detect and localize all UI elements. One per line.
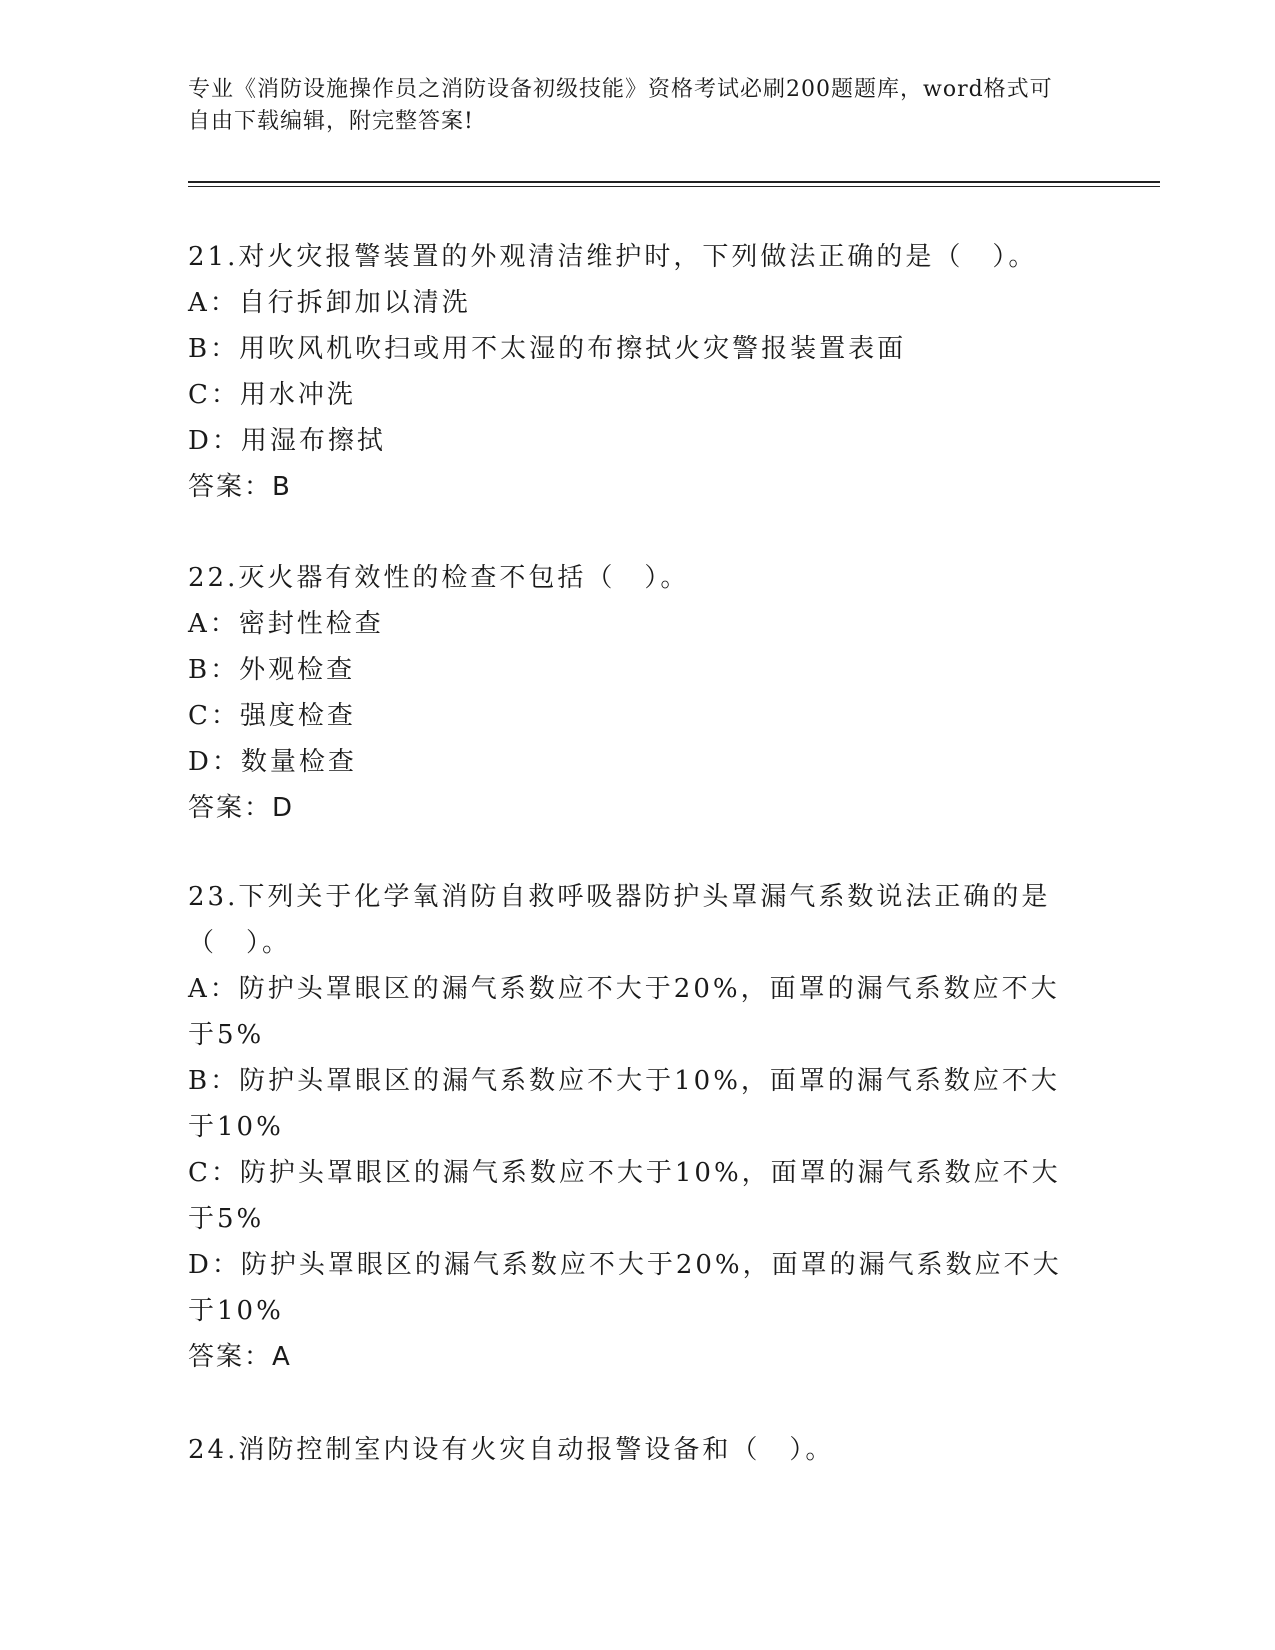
option-a: A：密封性检查 [188,609,384,639]
header-divider-thick [188,181,1160,183]
question-stem: 22.灭火器有效性的检查不包括（ ）。 [188,563,690,593]
question-23 [188,874,1068,1380]
option-a: A：防护头罩眼区的漏气系数应不大于20%，面罩的漏气系数应不大于5% [188,974,1060,1050]
question-stem: 21.对火灾报警装置的外观清洁维护时，下列做法正确的是（ ）。 [188,242,1038,272]
option-d: D：防护头罩眼区的漏气系数应不大于20%，面罩的漏气系数应不大于10% [188,1250,1062,1326]
question-24 [188,1427,1068,1473]
option-c: C：强度检查 [188,701,356,731]
option-b: B：用吹风机吹扫或用不太湿的布擦拭火灾警报装置表面 [188,334,907,364]
option-d: D：用湿布擦拭 [188,426,386,456]
answer: 答案：D [188,793,295,823]
header-divider-thin [188,186,1160,187]
answer: 答案：B [188,472,292,502]
document-header: 专业《消防设施操作员之消防设备初级技能》资格考试必刷200题题库，word格式可自由下载编辑，附完整答案! [188,77,1053,134]
question-stem: 24.消防控制室内设有火灾自动报警设备和（ ）。 [188,1435,835,1465]
option-a: A：自行拆卸加以清洗 [188,288,471,318]
answer: 答案：A [188,1342,292,1372]
option-c: C：用水冲洗 [188,380,356,410]
option-d: D：数量检查 [188,747,357,777]
question-22 [188,555,1068,831]
question-21 [188,234,1068,510]
option-c: C：防护头罩眼区的漏气系数应不大于10%，面罩的漏气系数应不大于5% [188,1158,1061,1234]
option-b: B：防护头罩眼区的漏气系数应不大于10%，面罩的漏气系数应不大于10% [188,1066,1060,1142]
option-b: B：外观检查 [188,655,356,685]
question-stem: 23.下列关于化学氧消防自救呼吸器防护头罩漏气系数说法正确的是（ ）。 [188,882,1051,958]
